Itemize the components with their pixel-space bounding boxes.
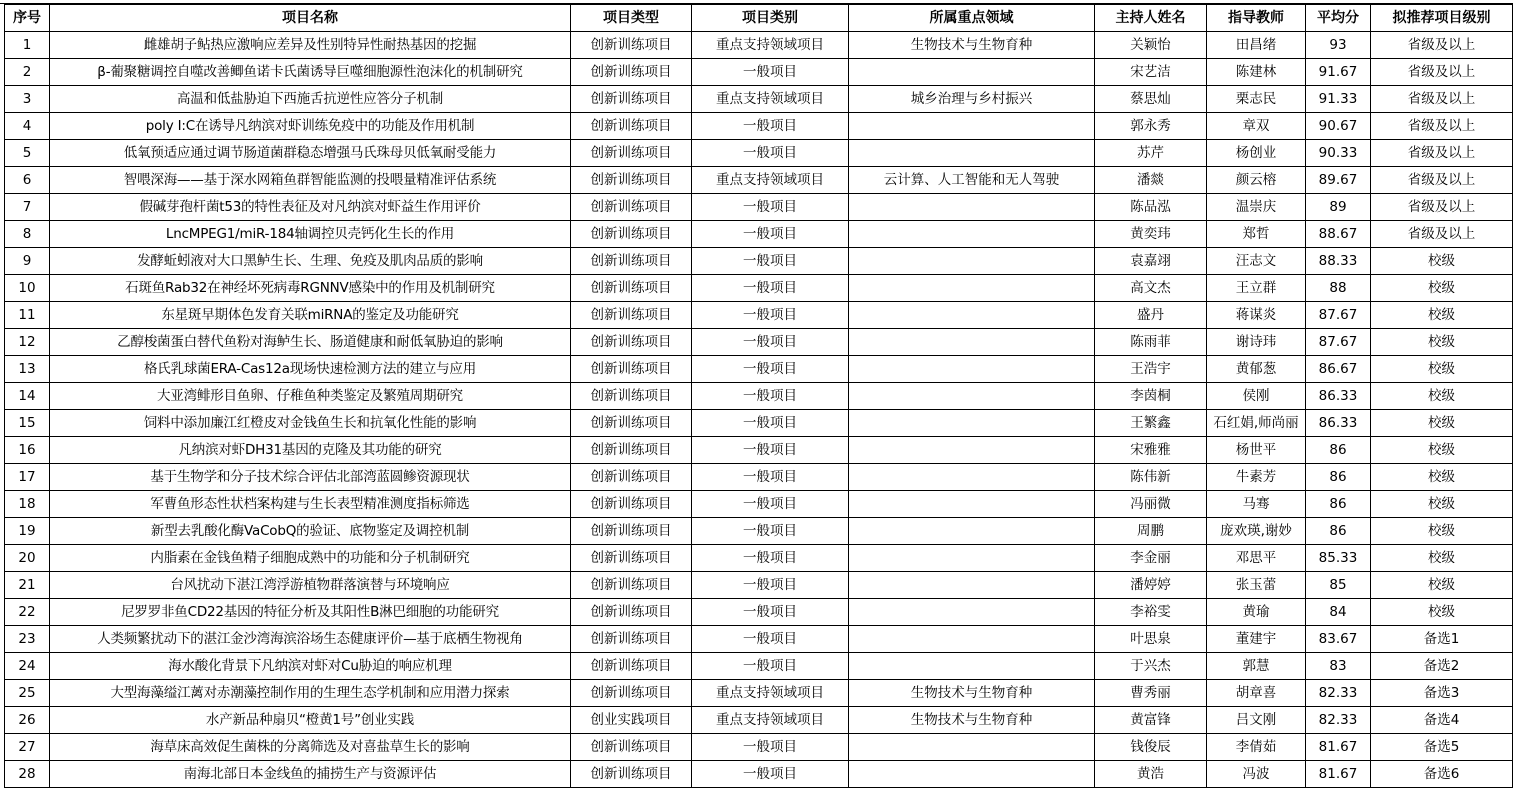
header-leader[interactable]: 主持人姓名 [1095,5,1207,32]
cell-score[interactable]: 84 [1306,599,1371,626]
cell-teacher[interactable]: 胡章喜 [1207,680,1306,707]
cell-field[interactable] [849,599,1095,626]
cell-field[interactable] [849,437,1095,464]
cell-seq[interactable]: 20 [5,545,50,572]
table-row [5,383,1513,410]
cell-type[interactable]: 创业实践项目 [571,707,692,734]
cell-seq[interactable]: 5 [5,140,50,167]
cell-level[interactable]: 校级 [1371,383,1513,410]
header-level[interactable]: 拟推荐项目级别 [1371,5,1513,32]
cell-type[interactable]: 创新训练项目 [571,518,692,545]
cell-level[interactable]: 省级及以上 [1371,113,1513,140]
cell-level[interactable]: 备选1 [1371,626,1513,653]
cell-leader[interactable]: 李裕雯 [1095,599,1207,626]
cell-teacher[interactable]: 董建宇 [1207,626,1306,653]
table-row [5,329,1513,356]
cell-type[interactable]: 创新训练项目 [571,626,692,653]
cell-leader[interactable]: 李金丽 [1095,545,1207,572]
cell-name[interactable]: 南海北部日本金线鱼的捕捞生产与资源评估 [50,761,571,788]
header-score[interactable]: 平均分 [1306,5,1371,32]
header-category[interactable]: 项目类别 [692,5,849,32]
cell-teacher[interactable]: 汪志文 [1207,248,1306,275]
cell-field[interactable] [849,572,1095,599]
cell-score[interactable]: 88.67 [1306,221,1371,248]
table-row [5,275,1513,302]
cell-category[interactable]: 一般项目 [692,599,849,626]
cell-score[interactable]: 83 [1306,653,1371,680]
cell-leader[interactable]: 关颖怡 [1095,32,1207,59]
cell-level[interactable]: 校级 [1371,329,1513,356]
cell-category[interactable]: 重点支持领域项目 [692,86,849,113]
cell-name[interactable]: 大亚湾鲱形目鱼卵、仔稚鱼种类鉴定及繁殖周期研究 [50,383,571,410]
cell-seq[interactable]: 7 [5,194,50,221]
cell-field[interactable] [849,518,1095,545]
cell-leader[interactable]: 潘婷婷 [1095,572,1207,599]
cell-type[interactable]: 创新训练项目 [571,383,692,410]
cell-score[interactable]: 86 [1306,518,1371,545]
cell-seq[interactable]: 3 [5,86,50,113]
cell-level[interactable]: 校级 [1371,302,1513,329]
table-row [5,545,1513,572]
cell-score[interactable]: 82.33 [1306,680,1371,707]
header-row [5,5,1513,32]
cell-leader[interactable]: 宋艺洁 [1095,59,1207,86]
cell-teacher[interactable]: 杨世平 [1207,437,1306,464]
cell-seq[interactable]: 24 [5,653,50,680]
cell-type[interactable]: 创新训练项目 [571,545,692,572]
cell-score[interactable]: 86.33 [1306,383,1371,410]
table-row [5,59,1513,86]
cell-type[interactable]: 创新训练项目 [571,437,692,464]
cell-leader[interactable]: 李茵桐 [1095,383,1207,410]
cell-leader[interactable]: 叶思泉 [1095,626,1207,653]
table-row [5,572,1513,599]
cell-name[interactable]: 尼罗罗非鱼CD22基因的特征分析及其阳性B淋巴细胞的功能研究 [50,599,571,626]
table-row [5,518,1513,545]
cell-leader[interactable]: 冯丽微 [1095,491,1207,518]
cell-type[interactable]: 创新训练项目 [571,167,692,194]
cell-teacher[interactable]: 邓思平 [1207,545,1306,572]
cell-field[interactable] [849,491,1095,518]
cell-score[interactable]: 86 [1306,464,1371,491]
cell-field[interactable] [849,302,1095,329]
cell-level[interactable]: 校级 [1371,275,1513,302]
cell-category[interactable]: 一般项目 [692,113,849,140]
cell-leader[interactable]: 黄奕玮 [1095,221,1207,248]
cell-category[interactable]: 一般项目 [692,545,849,572]
table-row [5,761,1513,788]
cell-field[interactable] [849,761,1095,788]
cell-category[interactable]: 一般项目 [692,194,849,221]
cell-field[interactable]: 生物技术与生物育种 [849,32,1095,59]
cell-name[interactable]: 新型去乳酸化酶VaCobQ的验证、底物鉴定及调控机制 [50,518,571,545]
cell-level[interactable]: 校级 [1371,545,1513,572]
cell-score[interactable]: 85.33 [1306,545,1371,572]
cell-leader[interactable]: 宋雅雅 [1095,437,1207,464]
cell-leader[interactable]: 陈伟新 [1095,464,1207,491]
cell-score[interactable]: 89.67 [1306,167,1371,194]
cell-leader[interactable]: 盛丹 [1095,302,1207,329]
cell-type[interactable]: 创新训练项目 [571,680,692,707]
table-row [5,221,1513,248]
cell-category[interactable]: 重点支持领域项目 [692,32,849,59]
cell-teacher[interactable]: 田昌绪 [1207,32,1306,59]
cell-leader[interactable]: 郭永秀 [1095,113,1207,140]
cell-leader[interactable]: 高文杰 [1095,275,1207,302]
cell-type[interactable]: 创新训练项目 [571,734,692,761]
cell-teacher[interactable]: 牛素芳 [1207,464,1306,491]
cell-leader[interactable]: 苏芹 [1095,140,1207,167]
cell-field[interactable] [849,383,1095,410]
cell-level[interactable]: 备选3 [1371,680,1513,707]
cell-name[interactable]: 军曹鱼形态性状档案构建与生长表型精准测度指标筛选 [50,491,571,518]
cell-level[interactable]: 备选4 [1371,707,1513,734]
cell-score[interactable]: 86.67 [1306,356,1371,383]
cell-teacher[interactable]: 张玉蕾 [1207,572,1306,599]
cell-seq[interactable]: 12 [5,329,50,356]
cell-teacher[interactable]: 杨创业 [1207,140,1306,167]
cell-seq[interactable]: 14 [5,383,50,410]
table-row [5,302,1513,329]
cell-level[interactable]: 校级 [1371,437,1513,464]
cell-teacher[interactable]: 颜云榕 [1207,167,1306,194]
cell-score[interactable]: 90.67 [1306,113,1371,140]
table-row [5,599,1513,626]
table-body [5,32,1513,788]
cell-name[interactable]: 格氏乳球菌ERA-Cas12a现场快速检测方法的建立与应用 [50,356,571,383]
table-row [5,464,1513,491]
cell-name[interactable]: 海水酸化背景下凡纳滨对虾对Cu胁迫的响应机理 [50,653,571,680]
cell-category[interactable]: 一般项目 [692,518,849,545]
cell-type[interactable]: 创新训练项目 [571,653,692,680]
cell-type[interactable]: 创新训练项目 [571,356,692,383]
cell-leader[interactable]: 黄富锋 [1095,707,1207,734]
cell-seq[interactable]: 4 [5,113,50,140]
cell-category[interactable]: 一般项目 [692,464,849,491]
cell-leader[interactable]: 于兴杰 [1095,653,1207,680]
cell-category[interactable]: 一般项目 [692,329,849,356]
table-row [5,437,1513,464]
cell-seq[interactable]: 25 [5,680,50,707]
cell-type[interactable]: 创新训练项目 [571,464,692,491]
cell-field[interactable] [849,140,1095,167]
table-row [5,248,1513,275]
cell-teacher[interactable]: 谢诗玮 [1207,329,1306,356]
cell-seq[interactable]: 18 [5,491,50,518]
cell-score[interactable]: 86 [1306,491,1371,518]
cell-score[interactable]: 85 [1306,572,1371,599]
cell-level[interactable]: 校级 [1371,572,1513,599]
cell-seq[interactable]: 8 [5,221,50,248]
cell-seq[interactable]: 22 [5,599,50,626]
cell-name[interactable]: 人类频繁扰动下的湛江金沙湾海滨浴场生态健康评价—基于底栖生物视角 [50,626,571,653]
cell-score[interactable]: 91.67 [1306,59,1371,86]
cell-field[interactable] [849,275,1095,302]
cell-field[interactable] [849,545,1095,572]
cell-teacher[interactable]: 冯波 [1207,761,1306,788]
table-row [5,707,1513,734]
cell-name[interactable]: 凡纳滨对虾DH31基因的克隆及其功能的研究 [50,437,571,464]
cell-seq[interactable]: 21 [5,572,50,599]
cell-type[interactable]: 创新训练项目 [571,59,692,86]
cell-type[interactable]: 创新训练项目 [571,32,692,59]
cell-category[interactable]: 一般项目 [692,734,849,761]
cell-name[interactable]: 内脂素在金钱鱼精子细胞成熟中的功能和分子机制研究 [50,545,571,572]
cell-score[interactable]: 86 [1306,437,1371,464]
cell-teacher[interactable]: 李倩茹 [1207,734,1306,761]
table-row [5,86,1513,113]
header-teacher[interactable]: 指导教师 [1207,5,1306,32]
cell-score[interactable]: 81.67 [1306,761,1371,788]
cell-name[interactable]: 基于生物学和分子技术综合评估北部湾蓝圆鲹资源现状 [50,464,571,491]
cell-field[interactable] [849,626,1095,653]
cell-leader[interactable]: 袁嘉翊 [1095,248,1207,275]
cell-level[interactable]: 校级 [1371,410,1513,437]
cell-seq[interactable]: 6 [5,167,50,194]
project-table [4,4,1513,788]
cell-seq[interactable]: 1 [5,32,50,59]
table-row [5,140,1513,167]
cell-name[interactable]: 高温和低盐胁迫下西施舌抗逆性应答分子机制 [50,86,571,113]
cell-field[interactable] [849,464,1095,491]
cell-leader[interactable]: 蔡思灿 [1095,86,1207,113]
cell-level[interactable]: 校级 [1371,518,1513,545]
cell-seq[interactable]: 28 [5,761,50,788]
cell-type[interactable]: 创新训练项目 [571,113,692,140]
cell-category[interactable]: 一般项目 [692,572,849,599]
cell-teacher[interactable]: 栗志民 [1207,86,1306,113]
cell-category[interactable]: 一般项目 [692,140,849,167]
table-row [5,626,1513,653]
cell-teacher[interactable]: 侯刚 [1207,383,1306,410]
cell-leader[interactable]: 王浩宇 [1095,356,1207,383]
cell-field[interactable] [849,113,1095,140]
cell-teacher[interactable]: 陈建林 [1207,59,1306,86]
cell-teacher[interactable]: 庞欢瑛,谢妙 [1207,518,1306,545]
cell-field[interactable] [849,329,1095,356]
cell-seq[interactable]: 15 [5,410,50,437]
cell-teacher[interactable]: 黄瑜 [1207,599,1306,626]
header-name[interactable]: 项目名称 [50,5,571,32]
cell-name[interactable]: poly I:C在诱导凡纳滨对虾训练免疫中的功能及作用机制 [50,113,571,140]
cell-type[interactable]: 创新训练项目 [571,491,692,518]
cell-type[interactable]: 创新训练项目 [571,599,692,626]
cell-leader[interactable]: 曹秀丽 [1095,680,1207,707]
cell-name[interactable]: 台风扰动下湛江湾浮游植物群落演替与环境响应 [50,572,571,599]
cell-name[interactable]: 假碱芽孢杆菌t53的特性表征及对凡纳滨对虾益生作用评价 [50,194,571,221]
cell-category[interactable]: 一般项目 [692,410,849,437]
cell-level[interactable]: 备选2 [1371,653,1513,680]
cell-field[interactable] [849,410,1095,437]
cell-leader[interactable]: 陈雨菲 [1095,329,1207,356]
cell-leader[interactable]: 潘燚 [1095,167,1207,194]
cell-teacher[interactable]: 黄郁葱 [1207,356,1306,383]
cell-leader[interactable]: 周鹏 [1095,518,1207,545]
cell-score[interactable]: 93 [1306,32,1371,59]
cell-teacher[interactable]: 石红娟,师尚丽 [1207,410,1306,437]
cell-type[interactable]: 创新训练项目 [571,140,692,167]
cell-name[interactable]: LncMPEG1/miR-184轴调控贝壳钙化生长的作用 [50,221,571,248]
cell-field[interactable]: 生物技术与生物育种 [849,707,1095,734]
cell-seq[interactable]: 23 [5,626,50,653]
cell-category[interactable]: 一般项目 [692,626,849,653]
cell-type[interactable]: 创新训练项目 [571,329,692,356]
cell-category[interactable]: 一般项目 [692,653,849,680]
cell-type[interactable]: 创新训练项目 [571,275,692,302]
cell-name[interactable]: 大型海藻缢江蓠对赤潮藻控制作用的生理生态学机制和应用潜力探索 [50,680,571,707]
cell-teacher[interactable]: 吕文刚 [1207,707,1306,734]
cell-type[interactable]: 创新训练项目 [571,410,692,437]
cell-category[interactable]: 一般项目 [692,248,849,275]
table-row [5,680,1513,707]
cell-score[interactable]: 87.67 [1306,302,1371,329]
cell-field[interactable] [849,221,1095,248]
table-row [5,734,1513,761]
cell-field[interactable] [849,356,1095,383]
cell-category[interactable]: 一般项目 [692,356,849,383]
cell-category[interactable]: 一般项目 [692,221,849,248]
cell-category[interactable]: 一般项目 [692,275,849,302]
cell-field[interactable] [849,248,1095,275]
cell-seq[interactable]: 2 [5,59,50,86]
cell-score[interactable]: 88.33 [1306,248,1371,275]
cell-score[interactable]: 82.33 [1306,707,1371,734]
cell-seq[interactable]: 9 [5,248,50,275]
cell-score[interactable]: 89 [1306,194,1371,221]
cell-level[interactable]: 校级 [1371,356,1513,383]
cell-seq[interactable]: 26 [5,707,50,734]
cell-leader[interactable]: 王繁鑫 [1095,410,1207,437]
cell-category[interactable]: 重点支持领域项目 [692,167,849,194]
cell-teacher[interactable]: 王立群 [1207,275,1306,302]
cell-seq[interactable]: 13 [5,356,50,383]
cell-name[interactable]: 智喂深海——基于深水网箱鱼群智能监测的投喂量精准评估系统 [50,167,571,194]
cell-name[interactable]: 雌雄胡子鲇热应激响应差异及性别特异性耐热基因的挖掘 [50,32,571,59]
cell-type[interactable]: 创新训练项目 [571,572,692,599]
header-seq[interactable]: 序号 [5,5,50,32]
table-row [5,194,1513,221]
header-type[interactable]: 项目类型 [571,5,692,32]
cell-field[interactable] [849,653,1095,680]
table-row [5,410,1513,437]
cell-category[interactable]: 一般项目 [692,302,849,329]
cell-level[interactable]: 省级及以上 [1371,86,1513,113]
cell-level[interactable]: 省级及以上 [1371,140,1513,167]
cell-type[interactable]: 创新训练项目 [571,86,692,113]
cell-level[interactable]: 校级 [1371,248,1513,275]
cell-name[interactable]: 发酵蚯蚓液对大口黑鲈生长、生理、免疫及肌肉品质的影响 [50,248,571,275]
cell-teacher[interactable]: 马骞 [1207,491,1306,518]
cell-score[interactable]: 91.33 [1306,86,1371,113]
cell-type[interactable]: 创新训练项目 [571,302,692,329]
table-row [5,167,1513,194]
cell-category[interactable]: 一般项目 [692,437,849,464]
cell-name[interactable]: 水产新品种扇贝“橙黄1号”创业实践 [50,707,571,734]
table-row [5,113,1513,140]
cell-seq[interactable]: 10 [5,275,50,302]
cell-seq[interactable]: 16 [5,437,50,464]
cell-type[interactable]: 创新训练项目 [571,248,692,275]
cell-field[interactable]: 生物技术与生物育种 [849,680,1095,707]
cell-field[interactable] [849,194,1095,221]
cell-seq[interactable]: 11 [5,302,50,329]
cell-teacher[interactable]: 郑哲 [1207,221,1306,248]
cell-level[interactable]: 校级 [1371,464,1513,491]
cell-seq[interactable]: 17 [5,464,50,491]
cell-field[interactable]: 云计算、人工智能和无人驾驶 [849,167,1095,194]
cell-name[interactable]: 低氧预适应通过调节肠道菌群稳态增强马氏珠母贝低氧耐受能力 [50,140,571,167]
table-row [5,491,1513,518]
cell-category[interactable]: 重点支持领域项目 [692,707,849,734]
cell-name[interactable]: 石斑鱼Rab32在神经坏死病毒RGNNV感染中的作用及机制研究 [50,275,571,302]
table-row [5,356,1513,383]
cell-score[interactable]: 83.67 [1306,626,1371,653]
cell-score[interactable]: 90.33 [1306,140,1371,167]
cell-category[interactable]: 一般项目 [692,59,849,86]
cell-field[interactable] [849,734,1095,761]
cell-category[interactable]: 一般项目 [692,761,849,788]
cell-level[interactable]: 省级及以上 [1371,167,1513,194]
cell-name[interactable]: 饲料中添加廉江红橙皮对金钱鱼生长和抗氧化性能的影响 [50,410,571,437]
cell-score[interactable]: 86.33 [1306,410,1371,437]
cell-teacher[interactable]: 章双 [1207,113,1306,140]
cell-category[interactable]: 重点支持领域项目 [692,680,849,707]
table-row [5,32,1513,59]
cell-level[interactable]: 校级 [1371,491,1513,518]
cell-type[interactable]: 创新训练项目 [571,194,692,221]
cell-name[interactable]: β-葡聚糖调控自噬改善鲫鱼诺卡氏菌诱导巨噬细胞源性泡沫化的机制研究 [50,59,571,86]
cell-name[interactable]: 乙醇梭菌蛋白替代鱼粉对海鲈生长、肠道健康和耐低氧胁迫的影响 [50,329,571,356]
cell-teacher[interactable]: 温崇庆 [1207,194,1306,221]
cell-level[interactable]: 备选5 [1371,734,1513,761]
cell-level[interactable]: 省级及以上 [1371,194,1513,221]
cell-score[interactable]: 87.67 [1306,329,1371,356]
cell-category[interactable]: 一般项目 [692,383,849,410]
cell-seq[interactable]: 27 [5,734,50,761]
cell-name[interactable]: 东星斑早期体色发育关联miRNA的鉴定及功能研究 [50,302,571,329]
cell-level[interactable]: 省级及以上 [1371,221,1513,248]
cell-field[interactable] [849,59,1095,86]
cell-teacher[interactable]: 蒋谋炎 [1207,302,1306,329]
cell-teacher[interactable]: 郭慧 [1207,653,1306,680]
cell-leader[interactable]: 黄浩 [1095,761,1207,788]
cell-type[interactable]: 创新训练项目 [571,221,692,248]
cell-level[interactable]: 省级及以上 [1371,59,1513,86]
cell-level[interactable]: 省级及以上 [1371,32,1513,59]
table-row [5,653,1513,680]
cell-score[interactable]: 88 [1306,275,1371,302]
cell-leader[interactable]: 陈品泓 [1095,194,1207,221]
cell-seq[interactable]: 19 [5,518,50,545]
cell-level[interactable]: 备选6 [1371,761,1513,788]
cell-category[interactable]: 一般项目 [692,491,849,518]
cell-leader[interactable]: 钱俊辰 [1095,734,1207,761]
header-field[interactable]: 所属重点领域 [849,5,1095,32]
cell-level[interactable]: 校级 [1371,599,1513,626]
cell-score[interactable]: 81.67 [1306,734,1371,761]
cell-name[interactable]: 海草床高效促生菌株的分离筛选及对喜盐草生长的影响 [50,734,571,761]
cell-field[interactable]: 城乡治理与乡村振兴 [849,86,1095,113]
cell-type[interactable]: 创新训练项目 [571,761,692,788]
